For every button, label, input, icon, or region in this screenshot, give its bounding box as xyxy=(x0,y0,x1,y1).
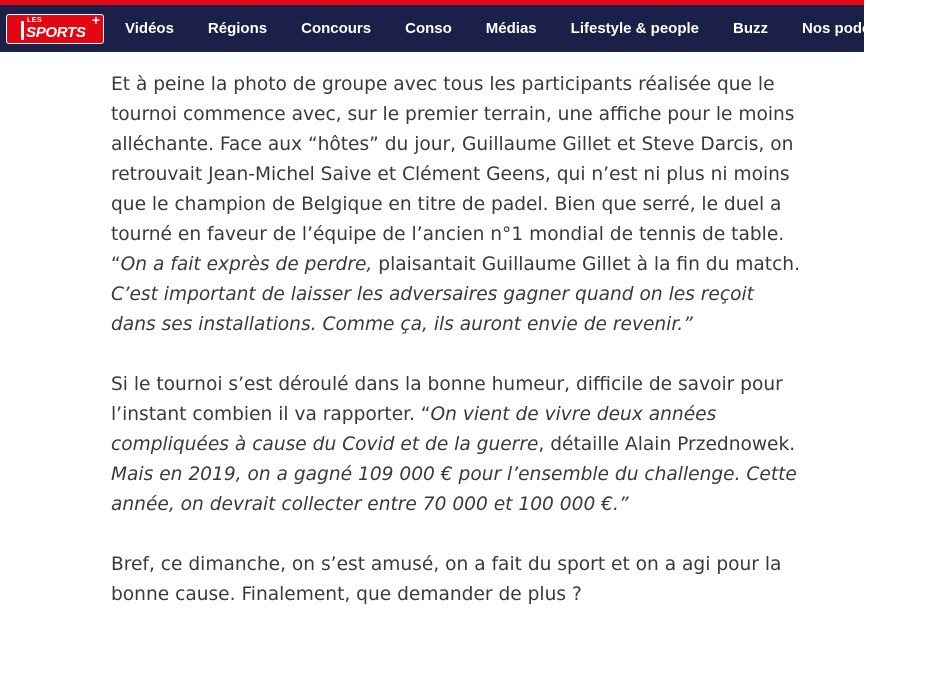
article-paragraph xyxy=(111,70,801,340)
article-paragraph xyxy=(111,370,801,520)
paragraph-text: Bref, ce dimanche, on s’est amusé, on a fait du sport et on a agi pour la bonne cause. Finalement, que demander de plus ? xyxy=(111,554,782,605)
nav-item-conso[interactable]: Conso xyxy=(405,20,452,37)
logo-small-text: LES xyxy=(27,16,43,24)
article-paragraph xyxy=(111,550,801,610)
top-navbar xyxy=(0,0,901,52)
paragraph-text: Et à peine la photo de groupe avec tous les participants réalisée que le tournoi commence avec, sur le premier terrain, une affiche pour le moins alléchante. Face aux “hôtes” du jour, Guillaume Gillet et Steve Darcis, on retrouvait Jean-Michel Saive et Clément Geens, qui n’est ni plus ni moins que le champion de Belgique en titre de padel. Bien que serré, le duel a tourné en faveur de l’équipe de l’ancien n°1 mondial de tennis de table. “ xyxy=(111,74,795,275)
quote-text: On a fait exprès de perdre, xyxy=(120,254,373,275)
quote-text: Mais en 2019, on a gagné 109 000 € pour l’ensemble du challenge. Cette année, on devrait collecter entre 70 000 et 100 000 €.” xyxy=(111,464,797,515)
quote-text: C’est important de laisser les adversaires gagner quand on les reçoit dans ses installations. Comme ça, ils auront envie de revenir.” xyxy=(111,284,754,335)
main-nav xyxy=(125,20,934,37)
les-sports-logo[interactable] xyxy=(6,11,104,44)
article-body xyxy=(111,70,801,640)
logo-plus-icon: + xyxy=(91,11,100,28)
nav-item-concours[interactable]: Concours xyxy=(301,20,372,37)
nav-item-medias[interactable]: Médias xyxy=(485,20,537,37)
paragraph-text: Si le tournoi s’est déroulé dans la bonne humeur, difficile de savoir pour l’instant combien il va rapporter. “ xyxy=(111,374,783,425)
paragraph-text: , détaille Alain Przednowek. xyxy=(538,434,796,455)
nav-item-regions[interactable]: Régions xyxy=(207,20,268,37)
nav-item-lifestyle-people[interactable]: Lifestyle & people xyxy=(570,20,700,37)
paragraph-text: plaisantait Guillaume Gillet à la fin du match. xyxy=(372,254,800,275)
logo-main-text: SPORTS xyxy=(26,23,86,41)
quote-text: On vient de vivre deux années compliquées à cause du Covid et de la guerre xyxy=(111,404,717,455)
nav-item-videos[interactable]: Vidéos xyxy=(125,20,174,37)
nav-item-buzz[interactable]: Buzz xyxy=(733,20,769,37)
nav-item-podcasts[interactable]: Nos podcasts xyxy=(802,20,901,37)
logo-bar-mark xyxy=(21,21,24,40)
